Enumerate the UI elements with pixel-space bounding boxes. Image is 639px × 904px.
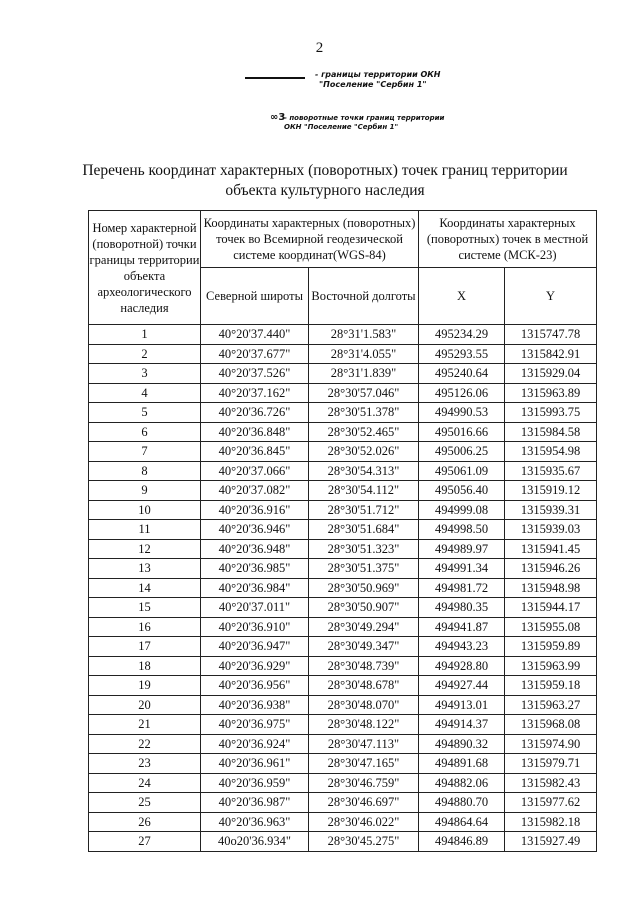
cell-point-number: 16 [89,617,201,637]
header-msk23: Координаты характерных (поворотных) точек в местной системе (МСК-23) [419,211,597,268]
cell-y: 1315946.26 [505,559,597,579]
header-x: X [419,268,505,325]
cell-point-number: 1 [89,325,201,345]
cell-y: 1315979.71 [505,754,597,774]
title-line1: Перечень координат характерных (поворотных) точек границ территории [82,162,568,179]
cell-x: 495006.25 [419,442,505,462]
cell-longitude: 28°30'46.697" [309,793,419,813]
cell-y: 1315939.03 [505,520,597,540]
table-row [89,656,597,676]
cell-latitude: 40°20'36.845" [201,442,309,462]
cell-longitude: 28°30'51.323" [309,539,419,559]
cell-point-number: 24 [89,773,201,793]
table-row [89,461,597,481]
cell-point-number: 21 [89,715,201,735]
cell-y: 1315954.98 [505,442,597,462]
legend-boundary-text [315,70,441,90]
cell-latitude: 40°20'36.959" [201,773,309,793]
cell-point-number: 4 [89,383,201,403]
cell-y: 1315955.08 [505,617,597,637]
legend-point-line1: - поворотные точки границ территории [284,114,445,122]
legend-boundary-line1: - границы территории ОКН [315,70,441,79]
cell-longitude: 28°30'51.684" [309,520,419,540]
table-row [89,344,597,364]
cell-latitude: 40°20'36.910" [201,617,309,637]
cell-latitude: 40°20'37.082" [201,481,309,501]
cell-latitude: 40°20'36.726" [201,403,309,423]
cell-y: 1315935.67 [505,461,597,481]
cell-y: 1315927.49 [505,832,597,852]
cell-y: 1315939.31 [505,500,597,520]
table-row [89,676,597,696]
point-marker-icon: ∞3 [270,112,286,123]
cell-latitude: 40°20'37.440" [201,325,309,345]
cell-point-number: 17 [89,637,201,657]
cell-latitude: 40°20'37.162" [201,383,309,403]
cell-x: 494989.97 [419,539,505,559]
cell-longitude: 28°30'52.465" [309,422,419,442]
cell-longitude: 28°31'4.055" [309,344,419,364]
cell-latitude: 40°20'36.916" [201,500,309,520]
legend-point-line2: ОКН "Поселение "Сербин 1" [284,123,399,131]
cell-longitude: 28°30'47.165" [309,754,419,774]
cell-y: 1315747.78 [505,325,597,345]
cell-x: 495016.66 [419,422,505,442]
cell-latitude: 40°20'36.963" [201,812,309,832]
cell-point-number: 18 [89,656,201,676]
cell-longitude: 28°30'51.378" [309,403,419,423]
cell-x: 494991.34 [419,559,505,579]
cell-longitude: 28°30'52.026" [309,442,419,462]
header-longitude: Восточной долготы [309,268,419,325]
cell-longitude: 28°30'51.375" [309,559,419,579]
cell-y: 1315959.89 [505,637,597,657]
cell-longitude: 28°31'1.583" [309,325,419,345]
table-row [89,422,597,442]
legend-boundary [245,70,505,90]
cell-y: 1315919.12 [505,481,597,501]
cell-latitude: 40°20'36.975" [201,715,309,735]
cell-longitude: 28°30'48.122" [309,715,419,735]
cell-longitude: 28°30'48.678" [309,676,419,696]
cell-point-number: 11 [89,520,201,540]
cell-x: 494890.32 [419,734,505,754]
cell-point-number: 5 [89,403,201,423]
cell-point-number: 6 [89,422,201,442]
cell-x: 495240.64 [419,364,505,384]
header-y: Y [505,268,597,325]
cell-latitude: 40°20'37.677" [201,344,309,364]
cell-latitude: 40°20'36.946" [201,520,309,540]
cell-point-number: 15 [89,598,201,618]
cell-y: 1315968.08 [505,715,597,735]
cell-y: 1315982.18 [505,812,597,832]
table-row [89,481,597,501]
boundary-line-sample [245,77,305,79]
table-row [89,383,597,403]
cell-longitude: 28°30'49.347" [309,637,419,657]
cell-longitude: 28°30'54.313" [309,461,419,481]
cell-y: 1315993.75 [505,403,597,423]
table-row [89,500,597,520]
table-row [89,520,597,540]
table-row [89,598,597,618]
table-row [89,325,597,345]
cell-longitude: 28°30'50.969" [309,578,419,598]
cell-x: 494928.80 [419,656,505,676]
cell-longitude: 28°30'57.046" [309,383,419,403]
table-row [89,715,597,735]
cell-x: 494914.37 [419,715,505,735]
cell-latitude: 40о20'36.934" [201,832,309,852]
cell-x: 494999.08 [419,500,505,520]
cell-longitude: 28°30'54.112" [309,481,419,501]
cell-latitude: 40°20'36.924" [201,734,309,754]
cell-latitude: 40°20'37.011" [201,598,309,618]
document-title [60,161,590,201]
cell-latitude: 40°20'36.938" [201,695,309,715]
cell-latitude: 40°20'37.526" [201,364,309,384]
table-row [89,617,597,637]
cell-latitude: 40°20'36.948" [201,539,309,559]
cell-x: 494981.72 [419,578,505,598]
table-row [89,539,597,559]
cell-latitude: 40°20'36.961" [201,754,309,774]
cell-latitude: 40°20'36.929" [201,656,309,676]
cell-point-number: 7 [89,442,201,462]
coordinates-table [88,210,597,852]
cell-latitude: 40°20'36.947" [201,637,309,657]
table-row [89,578,597,598]
page-number: 2 [315,40,324,56]
cell-point-number: 22 [89,734,201,754]
cell-longitude: 28°31'1.839" [309,364,419,384]
cell-y: 1315977.62 [505,793,597,813]
cell-y: 1315941.45 [505,539,597,559]
cell-longitude: 28°30'48.070" [309,695,419,715]
table-row [89,812,597,832]
cell-longitude: 28°30'49.294" [309,617,419,637]
cell-longitude: 28°30'48.739" [309,656,419,676]
cell-point-number: 25 [89,793,201,813]
cell-x: 494927.44 [419,676,505,696]
header-wgs84: Координаты характерных (поворотных) точек во Всемирной геодезической системе координат(WGS-84) [201,211,419,268]
cell-latitude: 40°20'37.066" [201,461,309,481]
cell-point-number: 26 [89,812,201,832]
cell-longitude: 28°30'46.759" [309,773,419,793]
cell-point-number: 13 [89,559,201,579]
cell-x: 494891.68 [419,754,505,774]
cell-x: 495293.55 [419,344,505,364]
cell-longitude: 28°30'50.907" [309,598,419,618]
cell-point-number: 2 [89,344,201,364]
legend-boundary-line2: "Поселение "Сербин 1" [319,80,427,89]
table-row [89,637,597,657]
cell-latitude: 40°20'36.984" [201,578,309,598]
table-row [89,793,597,813]
cell-y: 1315974.90 [505,734,597,754]
cell-x: 495234.29 [419,325,505,345]
cell-point-number: 8 [89,461,201,481]
cell-x: 494864.64 [419,812,505,832]
cell-point-number: 12 [89,539,201,559]
cell-x: 494998.50 [419,520,505,540]
header-latitude: Северной широты [201,268,309,325]
legend-point-text [284,114,444,132]
cell-y: 1315959.18 [505,676,597,696]
cell-y: 1315984.58 [505,422,597,442]
cell-y: 1315842.91 [505,344,597,364]
cell-y: 1315944.17 [505,598,597,618]
cell-x: 495056.40 [419,481,505,501]
table-row [89,695,597,715]
header-point-number: Номер характерной (поворотной) точки границы территории объекта археологического наследия [89,211,201,325]
cell-point-number: 9 [89,481,201,501]
cell-y: 1315948.98 [505,578,597,598]
cell-latitude: 40°20'36.987" [201,793,309,813]
cell-longitude: 28°30'51.712" [309,500,419,520]
table-body [89,325,597,852]
title-line2: объекта культурного наследия [225,182,425,199]
cell-x: 494882.06 [419,773,505,793]
table-row [89,734,597,754]
cell-point-number: 19 [89,676,201,696]
table-row [89,403,597,423]
cell-x: 495126.06 [419,383,505,403]
cell-x: 494913.01 [419,695,505,715]
table-row [89,364,597,384]
cell-longitude: 28°30'45.275" [309,832,419,852]
cell-latitude: 40°20'36.956" [201,676,309,696]
cell-y: 1315963.89 [505,383,597,403]
table-row [89,442,597,462]
cell-point-number: 20 [89,695,201,715]
cell-point-number: 10 [89,500,201,520]
cell-y: 1315963.99 [505,656,597,676]
cell-latitude: 40°20'36.985" [201,559,309,579]
cell-point-number: 14 [89,578,201,598]
table-row [89,754,597,774]
cell-point-number: 23 [89,754,201,774]
cell-x: 494990.53 [419,403,505,423]
table-row [89,832,597,852]
cell-longitude: 28°30'46.022" [309,812,419,832]
cell-point-number: 27 [89,832,201,852]
table-row [89,559,597,579]
cell-x: 494846.89 [419,832,505,852]
cell-x: 494880.70 [419,793,505,813]
table-row [89,773,597,793]
cell-y: 1315982.43 [505,773,597,793]
cell-y: 1315963.27 [505,695,597,715]
cell-x: 494980.35 [419,598,505,618]
cell-y: 1315929.04 [505,364,597,384]
cell-latitude: 40°20'36.848" [201,422,309,442]
cell-x: 495061.09 [419,461,505,481]
cell-x: 494941.87 [419,617,505,637]
cell-x: 494943.23 [419,637,505,657]
legend-point [270,112,530,136]
cell-longitude: 28°30'47.113" [309,734,419,754]
cell-point-number: 3 [89,364,201,384]
